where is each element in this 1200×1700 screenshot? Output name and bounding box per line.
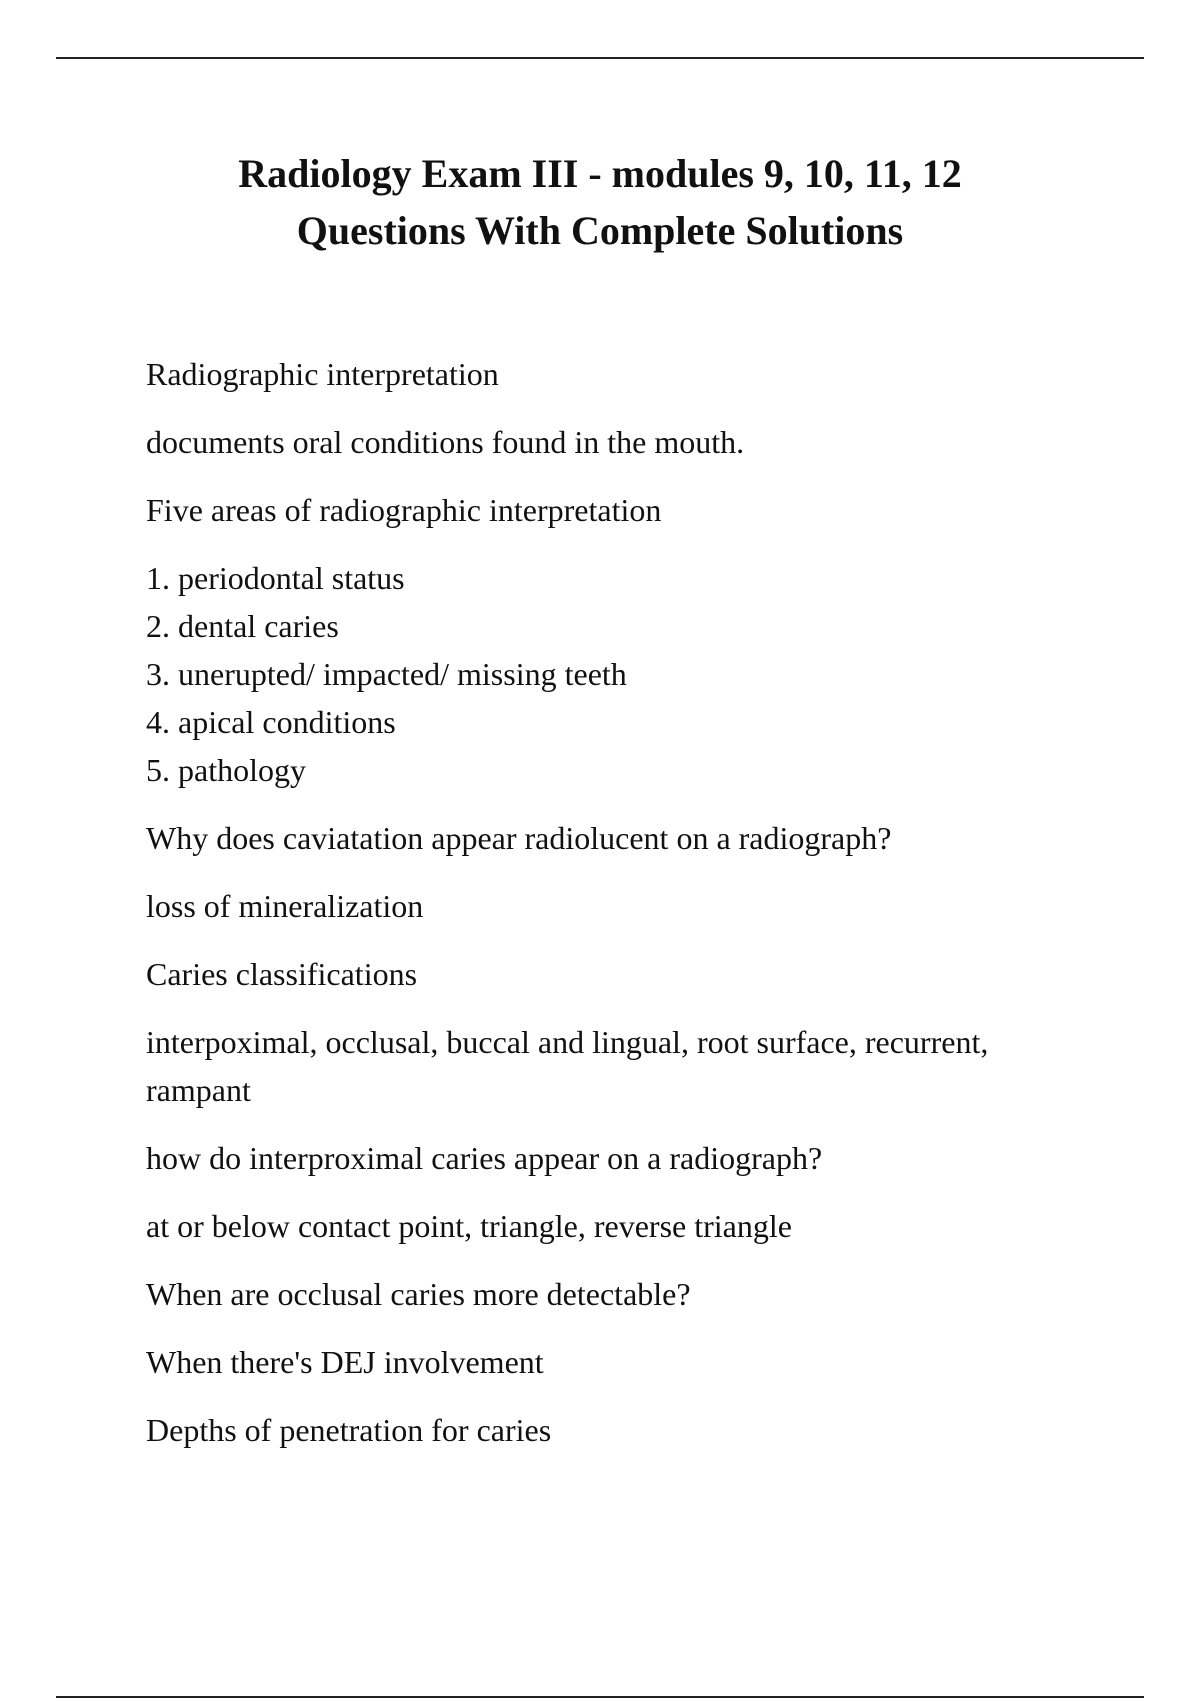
question-cavitation-radiolucent: Why does caviatation appear radiolucent on a radiograph?	[146, 820, 892, 856]
answer-occlusal-caries: When there's DEJ involvement	[146, 1344, 544, 1380]
answer-five-areas-list	[146, 554, 1046, 794]
list-item: 4. apical conditions	[146, 704, 396, 740]
top-divider	[56, 57, 1144, 59]
list-item: 2. dental caries	[146, 608, 339, 644]
title-line-2: Questions With Complete Solutions	[296, 208, 904, 253]
document-body	[146, 350, 1046, 1474]
answer-caries-classifications: interpoximal, occlusal, buccal and lingual, root surface, recurrent, rampant	[146, 1024, 989, 1108]
document-title	[100, 145, 1100, 259]
answer-radiographic-interpretation: documents oral conditions found in the mouth.	[146, 424, 745, 460]
question-occlusal-caries: When are occlusal caries more detectable?	[146, 1276, 691, 1312]
answer-interproximal-caries: at or below contact point, triangle, reverse triangle	[146, 1208, 792, 1244]
answer-cavitation-radiolucent: loss of mineralization	[146, 888, 424, 924]
title-line-1: Radiology Exam III - modules 9, 10, 11, 12	[238, 151, 962, 196]
question-caries-classifications: Caries classifications	[146, 956, 418, 992]
question-depths-of-penetration: Depths of penetration for caries	[146, 1412, 552, 1448]
list-item: 1. periodontal status	[146, 560, 405, 596]
list-item: 5. pathology	[146, 752, 306, 788]
list-item: 3. unerupted/ impacted/ missing teeth	[146, 656, 627, 692]
question-radiographic-interpretation: Radiographic interpretation	[146, 356, 499, 392]
question-interproximal-caries: how do interproximal caries appear on a radiograph?	[146, 1140, 823, 1176]
bottom-divider	[56, 1696, 1144, 1698]
question-five-areas: Five areas of radiographic interpretation	[146, 492, 662, 528]
